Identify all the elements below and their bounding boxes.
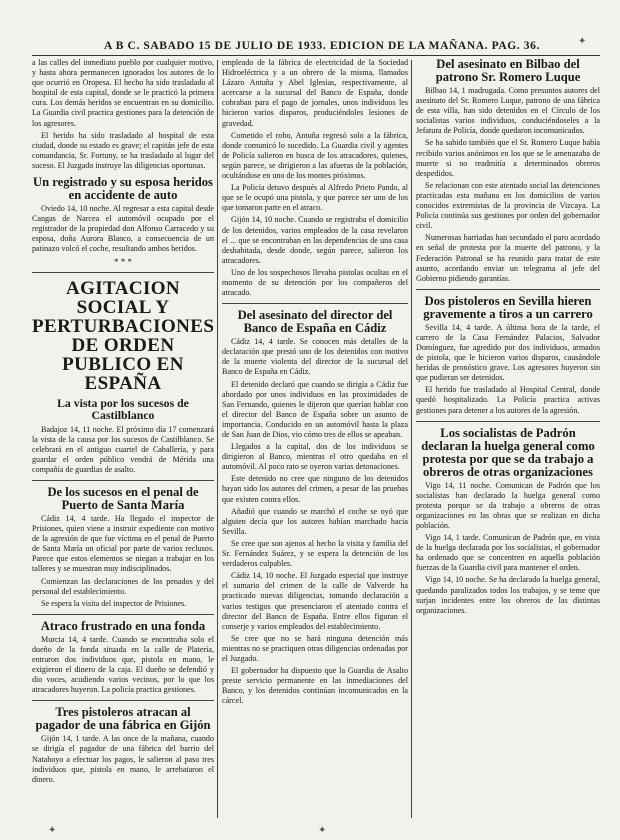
paragraph: empleado de la fábrica de electricidad de la Sociedad Hidroeléctrica y a un obrero de la misma, llamados Lázaro Antuña y Abel Iglesias, respectivamente, al acercarse a la sucursal del Banco de España, donde cobraban para el pago de jornales, unos individuos les hicieron varios disparos, produciéndoles lesiones de gravedad. (222, 58, 408, 128)
divider (32, 272, 214, 273)
paragraph: El detenido declaró que cuando se dirigía a Cádiz fue abordado por unos individuos en las proximidades de San Fernando, quienes le dijeron que querían hablar con el director del Banco de España sobre un asunto de importancia. Conducido en un automóvil hasta la plaza de San Juan de Dios, vio cómo tres de ellos se apeaban. (222, 379, 408, 439)
paragraph: Gijón 14, 10 noche. Cuando se registraba el domicilio de los detenidos, varios empleados de la casa revelaron el ... que se encontraban en las dependencias de una casa deshabitada, desde donde, según parece, salieron los atracadores. (222, 215, 408, 265)
paragraph: Oviedo 14, 10 noche. Al regresar a esta capital desde Cangas de Narcea el automóvil ocupado por el registrador de la propiedad don Alfonso Carracedo y su esposa, doña Aurora Blanco, a consecuencia de un patinazo volcó el coche, resultando ambos heridos. (32, 204, 214, 254)
separator-stars: * * * (114, 256, 132, 267)
headline-santa-maria: De los sucesos en el penal de Puerto de Santa María (47, 484, 199, 512)
paragraph: Cádiz 14, 4 tarde. Se conocen más detalles de la declaración que prestó uno de los detenidos con motivo de la muerte violenta del director de la sucursal del Banco de España en Cádiz. (222, 337, 408, 377)
paragraph: La Policía detuvo después al Alfredo Prieto Pando, al que se le ocupó una pistola, y que parece ser uno de los que tomaron parte en el atraco. (222, 183, 408, 213)
paragraph: Vigo 14, 1 tarde. Comunican de Padrón que, en vista de la huelga declarada por los socialistas, el gobernador ha ordenado que se concentren en aquella población fuerzas de la Guardia civil para mantener el orden. (416, 533, 600, 573)
paragraph: Vigo 14, 10 noche. Se ha declarado la huelga general, quedando paralizados todos los trabajos, y se teme que surjan incidentes entre los obreros de las distintas organizaciones. (416, 575, 600, 615)
paragraph: Se espera la visita del inspector de Prisiones. (41, 598, 187, 608)
headline-padron: Los socialistas de Padrón declaran la huelga general como protesta por que se da trabajo a obreros de otras organizaciones (421, 425, 595, 479)
column-divider-1 (217, 60, 218, 818)
paragraph: Cádiz 14, 4 tarde. Ha llegado el inspector de Prisiones, quien viene a instruir expediente con motivo de la agresión de que fue víctima en el penal de Puerto de Santa María un oficial por parte de varios reclusos. Parece que estos elementos se niegan a trabajar en los talleres y se muestran muy indisciplinados. (32, 513, 214, 574)
paragraph: Este detenido no cree que ninguno de los detenidos hayan sido los autores del crimen, a pesar de las pruebas que existen contra ellos. (222, 474, 408, 504)
paragraph: Badajoz 14, 11 noche. El próximo día 17 comenzará la vista de la causa por los sucesos de Castilblanco. Se celebrará en el antiguo cuartel de Caballería, y para guardar el orden público vendrá de Mérida una compañía de guardias de asalto. (32, 424, 214, 474)
column-divider-2 (411, 60, 412, 818)
paragraph: El herido fue trasladado al Hospital Central, donde quedó hospitalizado. La Policía practica activas gestiones para detener a los autores de la agresión. (416, 385, 600, 415)
paragraph: El gobernador ha dispuesto que la Guardia de Asalto preste servicio permanente en las inmediaciones del Banco, y los detenidos continúan incomunicados en la cárcel. (222, 666, 408, 706)
masthead: A B C. SABADO 15 DE JULIO DE 1933. EDICION DE LA MAÑANA. PAG. 36. (104, 40, 540, 52)
paragraph: Añadió que cuando se marchó el coche se oyó que alguien decía que los autores habían marchado hacia Sevilla. (222, 506, 408, 536)
paragraph: Cádiz 14, 10 noche. El Juzgado especial que instruye el sumario del crimen de la calle de Valverde ha practicado nuevas diligencias, tomando declaración a varios testigos que presenciaron el atentado contra el director del Banco de España. Entre ellos figuran el conserje y varios empleados del establecimiento. (222, 571, 408, 631)
headline-agitacion: AGITACION SOCIAL Y PERTURBACIONES DE ORDEN PUBLICO EN ESPAÑA (32, 277, 214, 394)
column-2 (222, 58, 408, 822)
header-rule (32, 55, 600, 56)
paragraph: Cometido el robo, Antuña regresó solo a la fábrica, donde comunicó lo sucedido. La Guardia civil y agentes de Policía salieron en busca de los atracadores, quienes, según parece, se dirigieron a las afueras de la población, ocultándose en uno de los montes próximos. (222, 130, 408, 181)
divider (222, 303, 408, 304)
paragraph: El herido ha sido trasladado al hospital de esta ciudad, donde su estado es grave; el capitán jefe de esta comandancia, Sr. Fortuny, se ha trasladado al lugar del suceso. El Juzgado instruye las diligencias oportunas. (32, 130, 214, 170)
headline-atraco: Atraco frustrado en una fonda (40, 618, 206, 633)
paragraph: Se cree que son ajenos al hecho la visita y familia del Sr. Fernández Suárez, y se espera la detención de los verdaderos culpables. (222, 538, 408, 569)
headline-bilbao: Del asesinato en Bilbao del patrono Sr. Romero Luque (435, 58, 581, 84)
column-3 (416, 58, 600, 822)
divider (32, 480, 214, 481)
registration-mark-icon: ✦ (578, 36, 587, 47)
paragraph: Comienzan las declaraciones de los penados y del personal del establecimiento. (32, 576, 214, 596)
divider (416, 421, 600, 422)
headline-gijon: Tres pistoleros atracan al pagador de una fábrica en Gijón (35, 705, 211, 733)
paragraph: Llegados a la capital, dos de los individuos se dirigieron al Banco, mientras el otro quedaba en el automóvil. Al poco rato se oyeron varias detonaciones. (222, 442, 408, 472)
paragraph: Murcia 14, 4 tarde. Cuando se encontraba solo el dueño de la fonda situada en la calle de Platería, entraron dos individuos que, pistola en mano, le exigieron el dinero de la caja. El dueño se defendió y dio voces, acudiendo varios vecinos, por lo que los atracadores huyeron. La policía practica gestiones. (32, 634, 214, 695)
paragraph: a las calles del inmediato pueblo por cualquier motivo, y hasta ahora permanecen ignorados los autores de lo que ocurrió en Oropesa. El hecho ha sido trasladado al hospital de esta capital, donde se le practicó la primera cura. Los demás heridos se encuentran en su domicilio. La Guardia civil practica gestiones para la detención de los agresores. (32, 58, 214, 128)
registration-mark-icon: ✦ (318, 825, 327, 836)
subhead-castilblanco: La vista por los sucesos de Castilblanco (57, 395, 189, 422)
paragraph: Numerosas barriadas han secundado el paro acordado en señal de protesta por la muerte del patrono, y la Federación Patronal se ha reunido para tratar de este asunto, acordando enviar un telegrama al jefe del Gobierno pidiendo garantías. (416, 233, 600, 283)
column-1 (32, 58, 214, 822)
paragraph: Se ha sabido también que el Sr. Romero Luque había recibido varios anónimos en los que se le amenazaba de muerte si no readmitía a determinados obreros despedidos. (416, 138, 600, 178)
paragraph: Gijón 14, 1 tarde. A las once de la mañana, cuando se dirigía el pagador de una fábrica del barrio del Natahoyo a efectuar los pagos, le salieron al paso tres individuos que, pistola en mano, le arrebataron el dinero. (32, 734, 214, 784)
paragraph: Se relacionan con este atentado social las detenciones practicadas esta mañana en los domicilios de varios conocidos extremistas de la provincia de Vizcaya. La Policía continúa sus gestiones por orden del gobernador civil. (416, 180, 600, 231)
headline-sevilla: Dos pistoleros en Sevilla hieren gravemente a tiros a un carrero (423, 293, 593, 321)
registration-mark-icon: ✦ (48, 825, 57, 836)
divider (32, 700, 214, 701)
paragraph: Uno de los sospechosos llevaba pistolas ocultas en el momento de su detención por los compañeros del atracado. (222, 267, 408, 298)
paragraph: Se cree que no se hará ninguna detención más mientras no se practiquen otras diligencias ordenadas por el Juzgado. (222, 633, 408, 663)
divider (32, 614, 214, 615)
headline-registrado: Un registrado y su esposa heridos en accidente de auto (33, 175, 213, 203)
headline-director-banco: Del asesinato del director del Banco de España en Cádiz (237, 308, 393, 336)
paragraph: Bilbao 14, 1 madrugada. Como presuntos autores del asesinato del Sr. Romero Luque, patrono de una fábrica de esta villa, han sido detenidos en el Círculo de los socialistas varios individuos, conduciéndoseles a la Jefatura de Policía, donde quedaron incomunicados. (416, 86, 600, 136)
paragraph: Sevilla 14, 4 tarde. A última hora de la tarde, el carrero de la Casa Fernández Palacios, Salvador Domínguez, fue agredido por dos individuos, armados de pistola, que le hicieron varios disparos, causándole heridas de pronóstico grave. Los agresores huyeron sin que pudieran ser detenidos. (416, 322, 600, 383)
divider (416, 289, 600, 290)
paragraph: Vigo 14, 11 noche. Comunican de Padrón que los socialistas han declarado la huelga general como protesta porque se da trabajo a obreros de otras organizaciones en las obras que se realizan en dicha población. (416, 480, 600, 530)
